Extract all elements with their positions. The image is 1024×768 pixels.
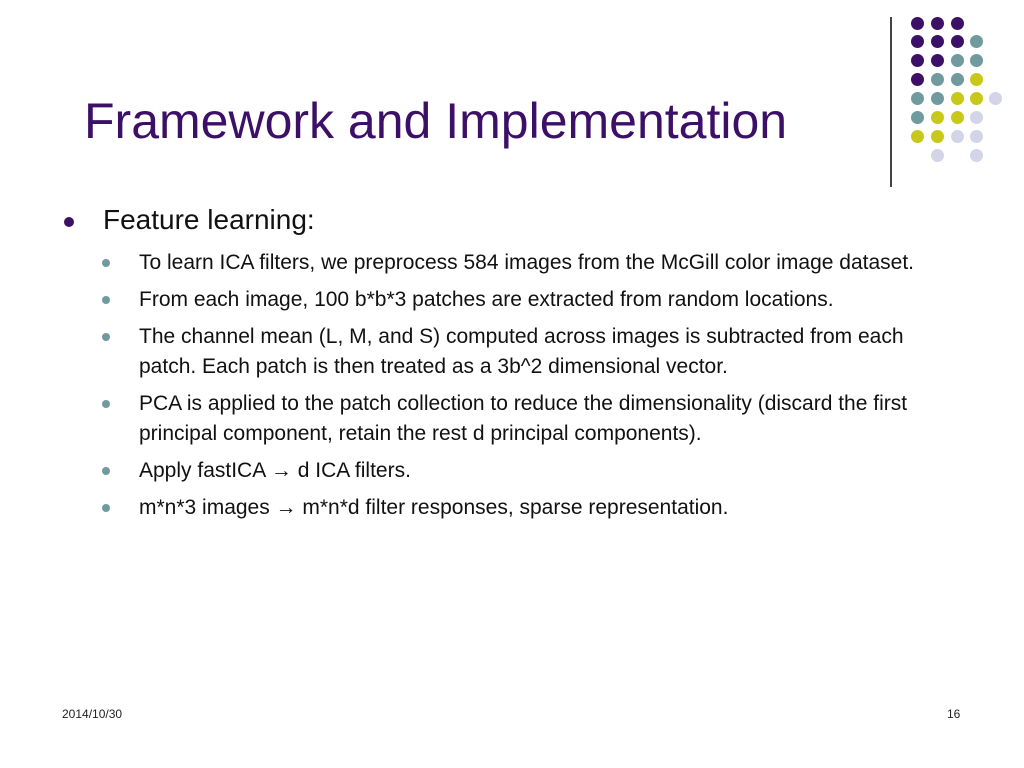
bullet-dot-icon [102,467,110,475]
list-item-text: Apply fastICA → d ICA filters. [139,459,411,482]
list-item [100,389,960,449]
page-number: 16 [947,707,961,721]
footer-date: 2014/10/30 [62,707,123,721]
slide-title: Framework and Implementation [84,93,788,149]
bullet-dot-icon [102,400,110,408]
bullet-dot-icon [102,333,110,341]
list-item-text: PCA is applied to the patch collection to reduce the dimensionality (discard the first principal component, retain the rest d principal components). [139,392,908,445]
list-item [100,456,960,486]
bullet-dot-icon [64,217,74,227]
list-item-text: To learn ICA filters, we preprocess 584 images from the McGill color image dataset. [139,251,914,274]
bullet-heading: Feature learning: [103,204,315,235]
list-item-text: From each image, 100 b*b*3 patches are extracted from random locations. [139,288,834,311]
list-item [100,285,960,315]
bullet-dot-icon [102,504,110,512]
bullet-dot-icon [102,259,110,267]
list-item [100,493,960,523]
list-item [100,248,960,278]
list-item-text: m*n*3 images → m*n*d filter responses, sparse representation. [139,496,729,519]
sub-bullet-list [100,248,960,530]
list-item [100,322,960,382]
list-item-text: The channel mean (L, M, and S) computed across images is subtracted from each patch. Each patch is then treated as a 3b^2 dimensional vector. [139,325,904,378]
bullet-dot-icon [102,296,110,304]
